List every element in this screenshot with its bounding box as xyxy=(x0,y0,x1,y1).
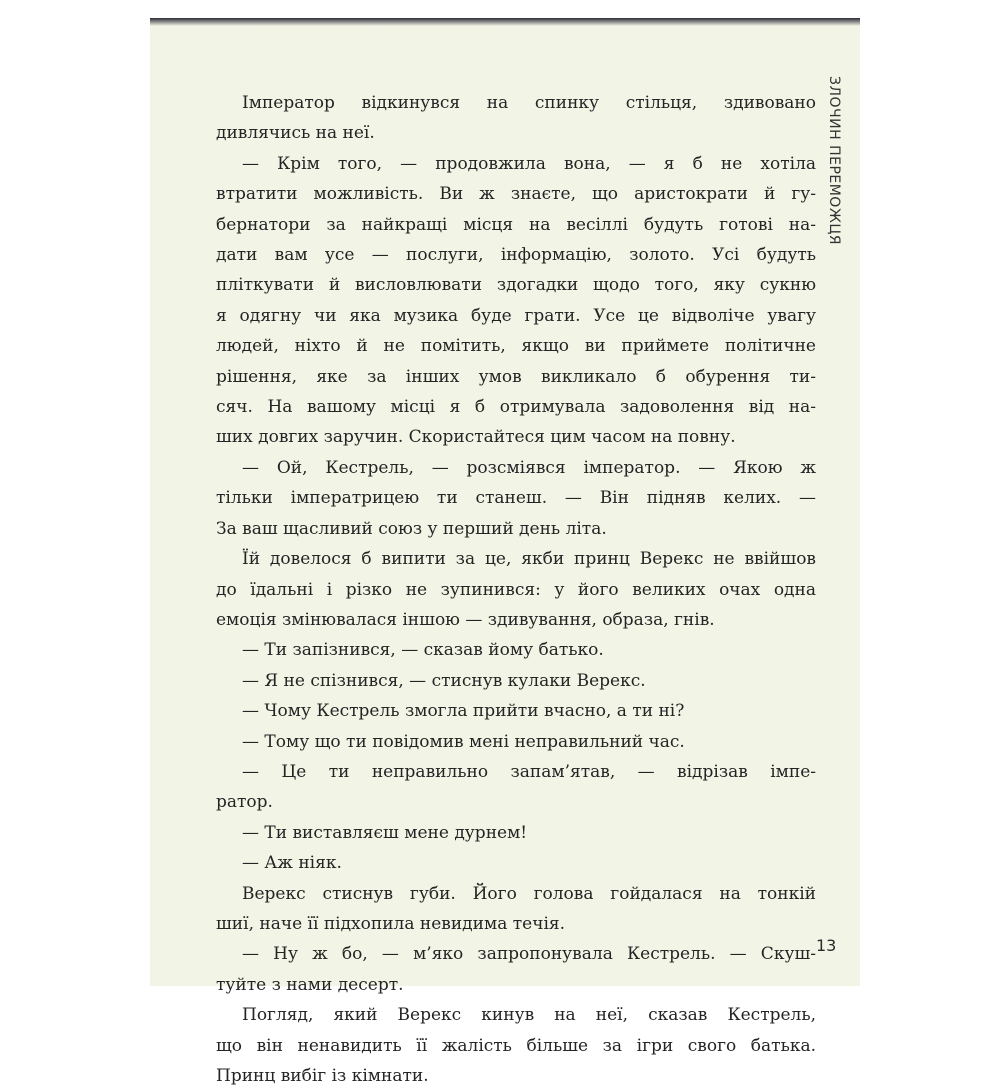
text-line: людей, ніхто й не помітить, якщо ви приймете політичне xyxy=(216,336,816,357)
text-line: рішення, яке за інших умов викликало б обурення ти- xyxy=(216,366,816,387)
book-page xyxy=(150,18,860,1086)
paragraph xyxy=(216,879,816,940)
text-line: Імператор відкинувся на спинку стільця, здивовано xyxy=(242,93,816,113)
text-line: Верекс стиснув губи. Його голова гойдалася на тонкій xyxy=(242,883,816,904)
text-line: — Ну ж бо, — м’яко запропонувала Кестрель. — Скуш- xyxy=(242,944,816,965)
text-line: сяч. На вашому місці я б отримувала задоволення від на- xyxy=(216,397,816,418)
paragraph xyxy=(216,848,816,878)
running-header: ЗЛОЧИН ПЕРЕМОЖЦЯ xyxy=(826,76,842,246)
text-line: ших довгих заручин. Скористайтеся цим часом на повну. xyxy=(216,427,736,448)
text-line: — Я не спізнився, — стиснув кулаки Верекс. xyxy=(242,670,646,691)
text-line: що він ненавидить її жалість більше за ігри свого батька. xyxy=(216,1035,816,1056)
paragraph xyxy=(216,88,816,149)
text-line: — Чому Кестрель змогла прийти вчасно, а ти ні? xyxy=(242,701,685,722)
paragraph xyxy=(216,757,816,818)
text-line: втратити можливість. Ви ж знаєте, що аристократи й гу- xyxy=(216,184,816,205)
text-line: ратор. xyxy=(216,792,273,813)
text-line: дати вам усе — послуги, інформацію, золото. Усі будуть xyxy=(216,245,816,266)
text-line: пліткувати й висловлювати здогадки щодо того, яку сукню xyxy=(216,275,816,296)
text-line: шиї, наче її підхопила невидима течія. xyxy=(216,913,566,934)
text-line: дивлячись на неї. xyxy=(216,123,375,144)
paragraph xyxy=(216,149,816,453)
text-line: — Крім того, — продовжила вона, — я б не хотіла xyxy=(242,153,816,174)
paragraph xyxy=(216,453,816,544)
text-line: — Тому що ти повідомив мені неправильний час. xyxy=(242,731,685,752)
text-line: — Аж ніяк. xyxy=(242,853,342,874)
paragraph xyxy=(216,696,816,726)
text-line: — Ти виставляєш мене дурнем! xyxy=(242,822,528,843)
paragraph xyxy=(216,1000,816,1091)
text-line: тільки імператрицею ти станеш. — Він підняв келих. — xyxy=(216,488,816,509)
text-line: до їдальні і різко не зупинився: у його великих очах одна xyxy=(216,579,816,600)
text-line: — Ти запізнився, — сказав йому батько. xyxy=(242,640,604,661)
paragraph xyxy=(216,727,816,757)
page-number: 13 xyxy=(816,936,837,955)
text-line: бернатори за найкращі місця на весіллі будуть готові на- xyxy=(216,214,816,235)
body-text xyxy=(216,88,816,1091)
text-line: — Ой, Кестрель, — розсміявся імператор. — Якою ж xyxy=(242,457,816,478)
paragraph xyxy=(216,635,816,665)
paragraph xyxy=(216,939,816,1000)
text-line: туйте з нами десерт. xyxy=(216,974,404,995)
paragraph xyxy=(216,818,816,848)
paragraph xyxy=(216,544,816,635)
text-line: Принц вибіг із кімнати. xyxy=(216,1066,429,1086)
text-line: За ваш щасливий союз у перший день літа. xyxy=(216,518,607,539)
text-line: я одягну чи яка музика буде грати. Усе це відволіче увагу xyxy=(216,305,816,326)
page-top-shadow xyxy=(150,18,860,26)
text-line: Їй довелося б випити за це, якби принц Верекс не ввійшов xyxy=(242,549,816,570)
text-line: Погляд, який Верекс кинув на неї, сказав Кестрель, xyxy=(242,1005,816,1026)
text-line: емоція змінювалася іншою — здивування, образа, гнів. xyxy=(216,609,715,630)
paragraph xyxy=(216,666,816,696)
text-line: — Це ти неправильно запам’ятав, — відрізав імпе- xyxy=(242,761,816,782)
